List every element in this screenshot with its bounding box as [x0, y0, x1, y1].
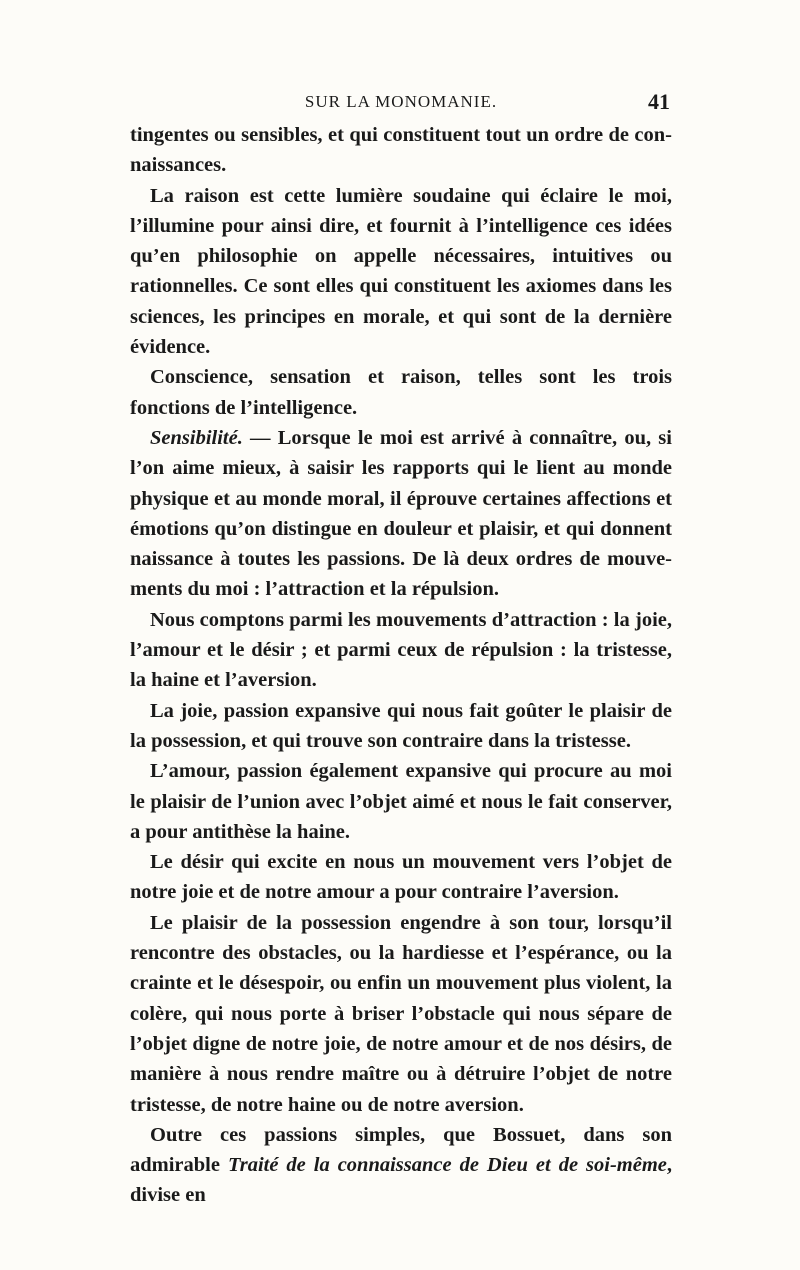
paragraph-outre-before: Outre ces passions simples, que Bossuet, dans son admirable	[130, 1123, 672, 1177]
paragraph-outre-after: , divise en	[130, 1154, 673, 1207]
paragraph-outre	[130, 1120, 672, 1211]
paragraph-sensibilite	[130, 423, 672, 605]
paragraph-desir: Le désir qui excite en nous un mouvement vers l’objet de notre joie et de notre amour a pour contraire l’aversion.	[130, 851, 672, 904]
paragraph-sensibilite-text: — Lorsque le moi est arrivé à connaître, ou, si l’on aime mieux, à saisir les rapports qui le lient au monde physique et au monde moral, il éprouve certaines affections et émotions qu’on distingue en douleur et plaisir, et qui donnent naissance à toutes les passions. De là deux ordres de mouvements du moi : l’attraction et la répulsion.	[130, 426, 672, 601]
book-title-italic: Traité de la connaissance de Dieu et de soi-même	[227, 1154, 667, 1177]
paragraph-raison: La raison est cette lumière soudaine qui éclaire le moi, l’illumine pour ainsi dire, et fournit à l’intelligence ces idées qu’en philosophie on appelle nécessaires, intuitives ou rationnelles. Ce sont elles qui constituent les axiomes dans les sciences, les principes en morale, et qui sont de la dernière évidence.	[130, 184, 672, 359]
running-title: SUR LA MONOMANIE.	[304, 92, 498, 111]
paragraph-continuation: tingentes ou sensibles, et qui constituent tout un ordre de connaissances.	[130, 124, 672, 177]
page-header	[130, 89, 672, 118]
paragraph-amour: L’amour, passion également expansive qui procure au moi le plaisir de l’union avec l’objet aimé et nous le fait conserver, a pour antithèse la haine.	[130, 760, 672, 843]
section-lead-italic: Sensibilité.	[150, 426, 243, 449]
book-page	[130, 89, 673, 1211]
paragraph-plaisir: Le plaisir de la possession engendre à son tour, lorsqu’il rencontre des obstacles, ou la hardiesse et l’espérance, ou la crainte et le désespoir, ou enfin un mouvement plus violent, la colère, qui nous porte à briser l’obstacle qui nous sépare de l’objet digne de notre joie, de notre amour et de nos désirs, de manière à nous rendre maître ou à détruire l’objet de notre tristesse, de notre haine ou de notre aversion.	[130, 911, 672, 1116]
paragraph-conscience: Conscience, sensation et raison, telles sont les trois fonctions de l’intelligence.	[130, 366, 672, 419]
paragraph-mouvements: Nous comptons parmi les mouvements d’attraction : la joie, l’amour et le désir ; et parmi ceux de répulsion : la tristesse, la haine et l’aversion.	[130, 608, 672, 692]
paragraph-joie: La joie, passion expansive qui nous fait goûter le plaisir de la possession, et qui trouve son contraire dans la tristesse.	[130, 699, 672, 752]
page-number: 41	[648, 89, 670, 114]
body-text	[130, 120, 672, 1211]
